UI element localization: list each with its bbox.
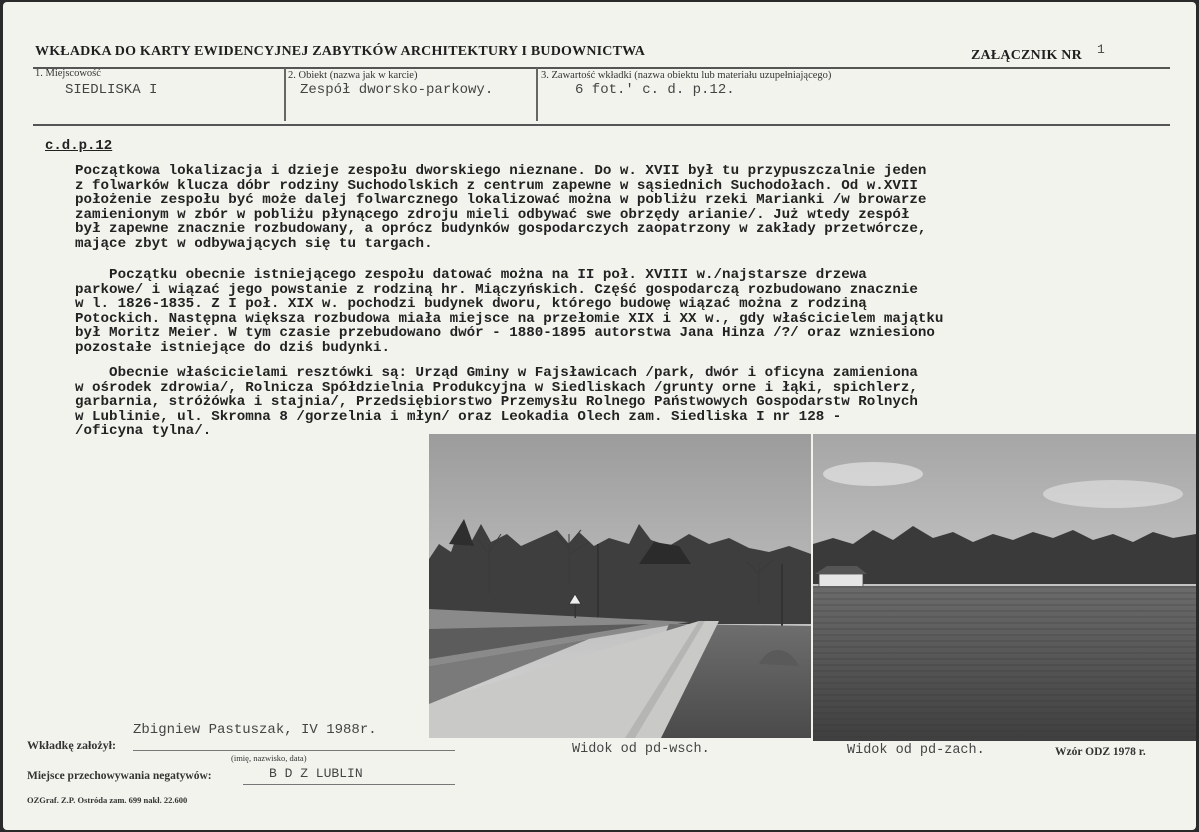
text-line: w l. 1826-1835. Z I poł. XIX w. pochodzi budynek dworu, którego budowę wiązać można z rodziną (75, 296, 867, 313)
print-note: OZGraf. Z.P. Ostróda zam. 699 nakł. 22.600 (27, 795, 188, 805)
text-line: zamienionym w zbór w pobliżu płynącego zdroju mieli odbywać swe obrzędy arianie/. Już wtedy zespół (75, 206, 910, 223)
author-sublabel: (imię, nazwisko, data) (231, 753, 307, 763)
field-3-label: 3. Zawartość wkładki (nazwa obiektu lub materiału uzupełniającego) (541, 70, 832, 81)
text-line: położenie zespołu być może dalej folwarcznego lokalizować można w pobliżu rzeki Marianki /w browarze (75, 192, 927, 209)
text-line: Początkowa lokalizacja i dzieje zespołu dworskiego nieznane. Do w. XVII był tu przypuszczalnie jeden (75, 163, 927, 179)
section-heading: c.d.p.12 (45, 138, 113, 154)
text-line: Obecnie właścicielami resztówki są: Urząd Gminy w Fajsławicach /park, dwór i oficyna zamieniona (75, 365, 918, 381)
photo-right-caption: Widok od pd-zach. (847, 743, 985, 758)
field-1-label: 1. Miejscowość (35, 68, 101, 79)
paragraph-3 (75, 366, 918, 439)
field-divider-2 (536, 68, 538, 121)
paragraph-1 (75, 164, 926, 252)
photo-southwest-view (813, 434, 1196, 741)
author-underline (133, 750, 455, 751)
paragraph-2 (75, 268, 943, 356)
author-value: Zbigniew Pastuszak, IV 1988r. (133, 722, 377, 738)
field-1-value: SIEDLISKA I (65, 82, 158, 98)
photo-left-caption: Widok od pd-wsch. (572, 742, 710, 757)
attachment-label: ZAŁĄCZNIK NR (971, 48, 1082, 63)
text-line: był Moritz Meier. W tym czasie przebudowano dwór - 1880-1895 autorstwa Jana Hinza /?/ oraz wzniesiono (75, 325, 935, 342)
form-id: Wzór ODZ 1978 r. (1055, 746, 1146, 758)
attachment-number: 1 (1097, 42, 1105, 57)
road-scene-image (429, 434, 811, 738)
card-title: WKŁADKA DO KARTY EWIDENCYJNEJ ZABYTKÓW ARCHITEKTURY I BUDOWNICTWA (35, 44, 646, 59)
text-line: mające zbyt w odbywających się tu targach. (75, 235, 433, 252)
text-line: Potockich. Następna większa rozbudowa miała miejsce na przełomie XIX i XX w., gdy właścicielem majątku (75, 310, 944, 327)
negatives-value: B D Z LUBLIN (269, 766, 363, 781)
negatives-underline (243, 784, 455, 785)
field-2-label: 2. Obiekt (nazwa jak w karcie) (288, 70, 418, 81)
field-3-value: 6 fot.' c. d. p.12. (575, 82, 735, 98)
text-line: garbarnia, stróżówka i stajnia/, Przedsiębiorstwo Przemysłu Rolnego Państwowych Gospodarstw Rolnych (75, 394, 918, 411)
text-line: pozostałe istniejące do dziś budynki. (75, 339, 391, 356)
text-line: z folwarków klucza dóbr rodziny Suchodolskich z centrum zapewne w sąsiednich Suchodołach. Od w.XVII (75, 177, 918, 194)
text-line: w ośrodek zdrowia/, Rolnicza Spółdzielnia Produkcyjna w Siedliskach /grunty orne i łąki, spichlerz, (75, 379, 918, 396)
text-line: był zapewne znacznie rozbudowany, a oprócz budynków gospodarczych zaopatrzony w zakłady przetwórcze, (75, 221, 927, 238)
field-scene-image (813, 434, 1196, 741)
text-line: w Lublinie, ul. Skromna 8 /gorzelnia i młyn/ oraz Leokadia Olech zam. Siedliska I nr 128 - (75, 408, 842, 425)
field-2-value: Zespół dworsko-parkowy. (300, 82, 494, 98)
photo-southeast-view (429, 434, 811, 738)
text-line: Początku obecnie istniejącego zespołu datować można na II poł. XVIII w./najstarsze drzewa (75, 267, 867, 283)
text-line: parkowe/ i wiązać jego powstanie z rodziną hr. Miączyńskich. Część gospodarczą rozbudowano znacznie (75, 281, 918, 298)
header-rule (33, 67, 1170, 69)
text-line: /oficyna tylna/. (75, 423, 212, 440)
negatives-label: Miejsce przechowywania negatywów: (27, 770, 212, 782)
author-label: Wkładkę założył: (27, 738, 116, 752)
record-card (3, 2, 1196, 830)
field-divider-1 (284, 68, 286, 121)
fields-rule (33, 124, 1170, 126)
